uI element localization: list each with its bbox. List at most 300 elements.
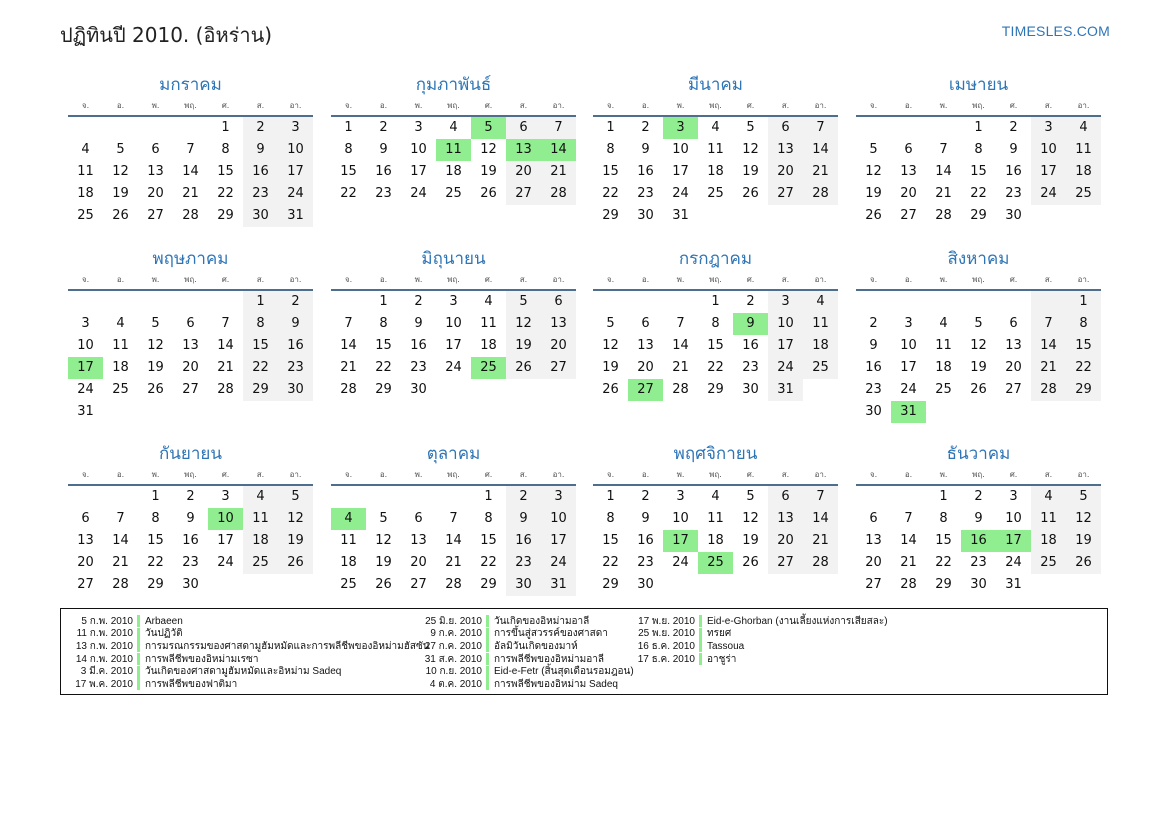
empty-day-cell — [996, 291, 1031, 313]
day-cell: 8 — [221, 142, 230, 157]
weekday-label: อ. — [641, 275, 650, 284]
empty-day-cell — [891, 291, 926, 313]
day-cell: 19 — [278, 530, 313, 552]
holiday-color-marker — [137, 678, 140, 690]
month-block — [856, 244, 1101, 423]
weekday-label: พ. — [414, 470, 423, 479]
day-cell: 19 — [375, 555, 392, 570]
empty-day-cell — [663, 291, 698, 313]
holiday-date: 31 ส.ค. 2010 — [424, 653, 482, 665]
weekday-label: พ. — [676, 470, 685, 479]
day-cell: 11 — [803, 313, 838, 335]
day-cell: 9 — [733, 313, 768, 335]
day-cell: 6 — [904, 142, 913, 157]
holiday-date: 25 พ.ย. 2010 — [638, 628, 695, 640]
empty-day-cell — [593, 291, 628, 313]
day-cell: 9 — [243, 139, 278, 161]
day-cell: 25 — [803, 357, 838, 379]
day-cell: 28 — [900, 577, 917, 592]
day-cell: 30 — [637, 208, 654, 223]
day-cell: 8 — [151, 511, 160, 526]
empty-day-cell — [961, 291, 996, 313]
empty-day-cell — [331, 486, 366, 508]
day-cell: 29 — [602, 577, 619, 592]
day-cell: 15 — [970, 164, 987, 179]
day-cell: 8 — [939, 511, 948, 526]
weekday-label: ศ. — [1009, 101, 1018, 110]
day-cell: 19 — [602, 360, 619, 375]
day-cell: 12 — [742, 142, 759, 157]
day-cell: 23 — [637, 555, 654, 570]
day-grid — [593, 117, 838, 227]
weekday-label: ส. — [781, 470, 790, 479]
day-cell: 18 — [1066, 161, 1101, 183]
day-cell: 3 — [768, 291, 803, 313]
day-cell: 24 — [1005, 555, 1022, 570]
day-cell: 16 — [637, 164, 654, 179]
day-cell: 3 — [278, 117, 313, 139]
empty-day-cell — [926, 117, 961, 139]
legend-item — [627, 653, 888, 666]
holiday-color-marker — [486, 628, 489, 640]
day-cell: 17 — [445, 338, 462, 353]
day-cell: 16 — [243, 161, 278, 183]
day-cell: 15 — [147, 533, 164, 548]
day-cell: 4 — [81, 142, 90, 157]
weekday-label: พ. — [676, 101, 685, 110]
weekday-label: อา. — [289, 470, 302, 479]
day-cell: 29 — [602, 208, 619, 223]
day-cell: 24 — [768, 357, 803, 379]
day-cell: 1 — [221, 120, 230, 135]
day-cell: 5 — [746, 120, 755, 135]
day-cell: 30 — [865, 404, 882, 419]
weekday-label: อา. — [289, 275, 302, 284]
day-cell: 18 — [707, 164, 724, 179]
weekday-label: พ. — [151, 275, 160, 284]
day-cell: 25 — [698, 552, 733, 574]
day-cell: 11 — [707, 142, 724, 157]
day-cell: 13 — [147, 164, 164, 179]
day-cell: 26 — [480, 186, 497, 201]
day-cell: 12 — [112, 164, 129, 179]
holiday-color-marker — [137, 615, 140, 627]
day-cell: 2 — [278, 291, 313, 313]
day-cell: 26 — [1066, 552, 1101, 574]
day-cell: 10 — [1031, 139, 1066, 161]
day-cell: 14 — [803, 508, 838, 530]
day-cell: 18 — [112, 360, 129, 375]
day-cell: 9 — [414, 316, 423, 331]
day-cell: 8 — [379, 316, 388, 331]
day-cell: 6 — [151, 142, 160, 157]
month-name: ตุลาคม — [426, 444, 481, 464]
day-cell: 5 — [606, 316, 615, 331]
day-cell: 27 — [147, 208, 164, 223]
weekday-label: อา. — [1077, 275, 1090, 284]
day-cell: 21 — [112, 555, 129, 570]
holiday-name: การพลีชีพของอิหม่ามเรซา — [145, 653, 259, 665]
holiday-color-marker — [699, 628, 702, 640]
holiday-name: Eid-e-Fetr (สิ้นสุดเดือนรอมฎอน) — [494, 666, 634, 678]
holiday-date: 17 พ.ย. 2010 — [638, 615, 695, 627]
empty-day-cell — [628, 291, 663, 313]
day-cell: 20 — [77, 555, 94, 570]
day-cell: 1 — [606, 489, 615, 504]
day-cell: 22 — [243, 357, 278, 379]
day-cell: 8 — [484, 511, 493, 526]
weekday-label: ส. — [256, 470, 265, 479]
day-cell: 28 — [803, 183, 838, 205]
holiday-date: 3 มี.ค. 2010 — [80, 666, 133, 678]
day-cell: 12 — [602, 338, 619, 353]
day-cell: 3 — [541, 486, 576, 508]
day-grid — [331, 117, 576, 205]
day-cell: 6 — [768, 117, 803, 139]
day-cell: 22 — [480, 555, 497, 570]
day-cell: 9 — [186, 511, 195, 526]
holiday-date: 11 ก.พ. 2010 — [76, 628, 133, 640]
day-cell: 16 — [506, 530, 541, 552]
weekday-label: อา. — [814, 470, 827, 479]
day-cell: 7 — [904, 511, 913, 526]
day-cell: 14 — [803, 139, 838, 161]
weekday-label: ส. — [1044, 275, 1053, 284]
day-cell: 23 — [970, 555, 987, 570]
day-cell: 24 — [445, 360, 462, 375]
day-cell: 5 — [1066, 486, 1101, 508]
month-name: กรกฎาคม — [678, 249, 753, 269]
day-cell: 18 — [243, 530, 278, 552]
day-cell: 17 — [541, 530, 576, 552]
empty-day-cell — [138, 117, 173, 139]
day-cell: 2 — [869, 316, 878, 331]
day-cell: 11 — [112, 338, 129, 353]
month-block — [68, 244, 313, 423]
day-cell: 26 — [742, 186, 759, 201]
day-cell: 22 — [970, 186, 987, 201]
day-cell: 24 — [672, 186, 689, 201]
day-cell: 26 — [147, 382, 164, 397]
day-cell: 30 — [243, 205, 278, 227]
day-cell: 13 — [768, 139, 803, 161]
day-cell: 23 — [742, 360, 759, 375]
site-brand-link[interactable]: TIMESLES.COM — [1001, 23, 1110, 39]
day-cell: 24 — [77, 382, 94, 397]
day-cell: 12 — [1066, 508, 1101, 530]
month-block — [593, 439, 838, 596]
day-cell: 22 — [935, 555, 952, 570]
weekday-header — [856, 272, 1101, 288]
day-cell: 25 — [707, 186, 724, 201]
day-cell: 8 — [1066, 313, 1101, 335]
day-cell: 1 — [711, 294, 720, 309]
day-grid — [68, 117, 313, 227]
day-cell: 28 — [1031, 379, 1066, 401]
holiday-date: 17 พ.ค. 2010 — [75, 678, 133, 690]
weekday-label: ส. — [781, 275, 790, 284]
day-cell: 12 — [375, 533, 392, 548]
empty-day-cell — [856, 117, 891, 139]
day-cell: 4 — [939, 316, 948, 331]
day-cell: 16 — [1005, 164, 1022, 179]
weekday-label: พฤ. — [447, 101, 460, 110]
weekday-label: ศ. — [1009, 470, 1018, 479]
weekday-label: อ. — [379, 470, 388, 479]
day-cell: 7 — [449, 511, 458, 526]
day-cell: 25 — [340, 577, 357, 592]
day-cell: 30 — [182, 577, 199, 592]
day-cell: 5 — [278, 486, 313, 508]
month-name: กันยายน — [158, 444, 222, 464]
day-cell: 2 — [186, 489, 195, 504]
weekday-label: อ. — [904, 101, 913, 110]
day-cell: 5 — [151, 316, 160, 331]
day-cell: 23 — [278, 357, 313, 379]
day-cell: 24 — [900, 382, 917, 397]
day-cell: 20 — [506, 161, 541, 183]
legend-item — [65, 678, 430, 691]
day-cell: 9 — [1009, 142, 1018, 157]
day-cell: 11 — [340, 533, 357, 548]
holiday-date: 13 ก.พ. 2010 — [75, 640, 133, 652]
day-cell: 16 — [742, 338, 759, 353]
weekday-label: อ. — [379, 101, 388, 110]
month-name: มิถุนายน — [421, 249, 486, 269]
day-cell: 30 — [278, 379, 313, 401]
day-cell: 16 — [410, 338, 427, 353]
day-cell: 6 — [186, 316, 195, 331]
day-cell: 6 — [506, 117, 541, 139]
day-cell: 27 — [506, 183, 541, 205]
day-cell: 1 — [974, 120, 983, 135]
month-name: มกราคม — [159, 75, 222, 95]
day-cell: 20 — [182, 360, 199, 375]
day-cell: 9 — [379, 142, 388, 157]
holiday-color-marker — [699, 640, 702, 652]
month-block — [331, 244, 576, 401]
weekday-label: พฤ. — [184, 470, 197, 479]
day-cell: 12 — [970, 338, 987, 353]
month-name: กุมภาพันธ์ — [415, 75, 492, 95]
day-cell: 25 — [243, 552, 278, 574]
weekday-label: พ. — [939, 101, 948, 110]
day-cell: 27 — [865, 577, 882, 592]
day-cell: 12 — [278, 508, 313, 530]
day-cell: 6 — [541, 291, 576, 313]
holiday-name: การมรณกรรมของศาสดามูฮัมหมัดและการพลีชีพของอิหม่ามฮัสซัน — [145, 640, 430, 652]
day-cell: 12 — [865, 164, 882, 179]
day-cell: 14 — [340, 338, 357, 353]
day-cell: 12 — [147, 338, 164, 353]
holiday-name: Eid-e-Ghorban (งานเลี้ยงแห่งการเสียสละ) — [707, 615, 888, 627]
day-cell: 14 — [1031, 335, 1066, 357]
day-cell: 15 — [340, 164, 357, 179]
day-cell: 23 — [182, 555, 199, 570]
day-cell: 6 — [869, 511, 878, 526]
day-cell: 22 — [340, 186, 357, 201]
day-cell: 20 — [768, 161, 803, 183]
weekday-label: ศ. — [221, 101, 230, 110]
empty-day-cell — [208, 291, 243, 313]
day-cell: 2 — [746, 294, 755, 309]
weekday-label: อา. — [552, 101, 565, 110]
day-cell: 2 — [379, 120, 388, 135]
weekday-label: อ. — [116, 470, 125, 479]
weekday-label: พฤ. — [447, 470, 460, 479]
day-cell: 24 — [217, 555, 234, 570]
holiday-color-marker — [137, 666, 140, 678]
day-cell: 10 — [768, 313, 803, 335]
day-cell: 27 — [1005, 382, 1022, 397]
weekday-label: พ. — [939, 470, 948, 479]
day-cell: 26 — [602, 382, 619, 397]
weekday-label: พฤ. — [447, 275, 460, 284]
empty-day-cell — [331, 291, 366, 313]
day-cell: 9 — [278, 313, 313, 335]
day-cell: 5 — [974, 316, 983, 331]
empty-day-cell — [103, 486, 138, 508]
day-cell: 18 — [803, 335, 838, 357]
weekday-label: ศ. — [221, 275, 230, 284]
day-cell: 2 — [414, 294, 423, 309]
day-cell: 11 — [1031, 508, 1066, 530]
weekday-header — [856, 467, 1101, 483]
empty-day-cell — [68, 291, 103, 313]
empty-day-cell — [856, 291, 891, 313]
weekday-label: จ. — [869, 470, 878, 479]
day-cell: 2 — [243, 117, 278, 139]
day-cell: 20 — [541, 335, 576, 357]
holiday-name: การพลีชีพของอิหม่าม Sadeq — [494, 678, 618, 690]
day-cell: 14 — [445, 533, 462, 548]
day-cell: 12 — [480, 142, 497, 157]
legend-column — [65, 615, 430, 691]
weekday-label: จ. — [869, 101, 878, 110]
day-cell: 5 — [746, 489, 755, 504]
day-cell: 26 — [112, 208, 129, 223]
weekday-label: อ. — [379, 275, 388, 284]
day-cell: 31 — [1005, 577, 1022, 592]
weekday-label: อา. — [814, 101, 827, 110]
day-cell: 4 — [116, 316, 125, 331]
day-cell: 13 — [541, 313, 576, 335]
day-cell: 29 — [970, 208, 987, 223]
day-cell: 15 — [602, 533, 619, 548]
day-cell: 3 — [904, 316, 913, 331]
day-cell: 27 — [900, 208, 917, 223]
day-cell: 14 — [182, 164, 199, 179]
day-cell: 17 — [996, 530, 1031, 552]
weekday-label: ศ. — [746, 470, 755, 479]
day-cell: 7 — [221, 316, 230, 331]
day-cell: 15 — [375, 338, 392, 353]
day-cell: 13 — [1005, 338, 1022, 353]
holiday-color-marker — [699, 653, 702, 665]
weekday-label: อา. — [552, 275, 565, 284]
weekday-label: อ. — [641, 470, 650, 479]
weekday-header — [68, 467, 313, 483]
day-cell: 9 — [641, 511, 650, 526]
day-cell: 23 — [243, 183, 278, 205]
day-cell: 18 — [445, 164, 462, 179]
holiday-name: อัลมิวันเกิดของมาห์ — [494, 640, 578, 652]
day-cell: 28 — [445, 577, 462, 592]
weekday-label: อ. — [116, 275, 125, 284]
day-cell: 1 — [1066, 291, 1101, 313]
day-cell: 29 — [1066, 379, 1101, 401]
day-cell: 8 — [344, 142, 353, 157]
day-cell: 27 — [768, 552, 803, 574]
day-cell: 27 — [628, 379, 663, 401]
day-grid — [68, 486, 313, 596]
day-cell: 31 — [77, 404, 94, 419]
empty-day-cell — [173, 291, 208, 313]
weekday-label: ส. — [256, 275, 265, 284]
day-cell: 7 — [939, 142, 948, 157]
holiday-color-marker — [486, 666, 489, 678]
month-name: สิงหาคม — [947, 249, 1010, 269]
day-cell: 30 — [506, 574, 541, 596]
day-cell: 15 — [602, 164, 619, 179]
day-cell: 9 — [506, 508, 541, 530]
weekday-label: ส. — [519, 275, 528, 284]
day-cell: 19 — [970, 360, 987, 375]
month-block — [68, 70, 313, 227]
day-cell: 21 — [900, 555, 917, 570]
weekday-label: พฤ. — [709, 101, 722, 110]
day-cell: 10 — [77, 338, 94, 353]
weekday-label: อ. — [904, 275, 913, 284]
holiday-color-marker — [137, 628, 140, 640]
empty-day-cell — [926, 291, 961, 313]
day-cell: 3 — [663, 117, 698, 139]
day-cell: 18 — [1031, 530, 1066, 552]
day-cell: 19 — [742, 164, 759, 179]
day-cell: 1 — [344, 120, 353, 135]
day-cell: 22 — [707, 360, 724, 375]
day-cell: 19 — [480, 164, 497, 179]
day-cell: 26 — [506, 357, 541, 379]
weekday-label: จ. — [344, 101, 353, 110]
day-cell: 21 — [182, 186, 199, 201]
day-cell: 29 — [147, 577, 164, 592]
day-cell: 10 — [900, 338, 917, 353]
day-cell: 2 — [506, 486, 541, 508]
day-grid — [593, 291, 838, 401]
day-cell: 23 — [865, 382, 882, 397]
day-cell: 17 — [410, 164, 427, 179]
holiday-name: การพลีชีพของอิหม่ามอาลี — [494, 653, 605, 665]
day-cell: 10 — [672, 142, 689, 157]
day-cell: 7 — [344, 316, 353, 331]
day-cell: 29 — [375, 382, 392, 397]
day-cell: 7 — [186, 142, 195, 157]
day-cell: 30 — [410, 382, 427, 397]
day-cell: 4 — [1031, 486, 1066, 508]
day-cell: 26 — [865, 208, 882, 223]
legend-item — [414, 678, 634, 691]
weekday-label: ศ. — [221, 470, 230, 479]
day-cell: 27 — [410, 577, 427, 592]
day-cell: 21 — [541, 161, 576, 183]
holiday-color-marker — [486, 640, 489, 652]
day-cell: 28 — [217, 382, 234, 397]
day-cell: 1 — [939, 489, 948, 504]
holiday-date: 25 มิ.ย. 2010 — [425, 615, 482, 627]
day-cell: 29 — [707, 382, 724, 397]
day-cell: 29 — [243, 379, 278, 401]
